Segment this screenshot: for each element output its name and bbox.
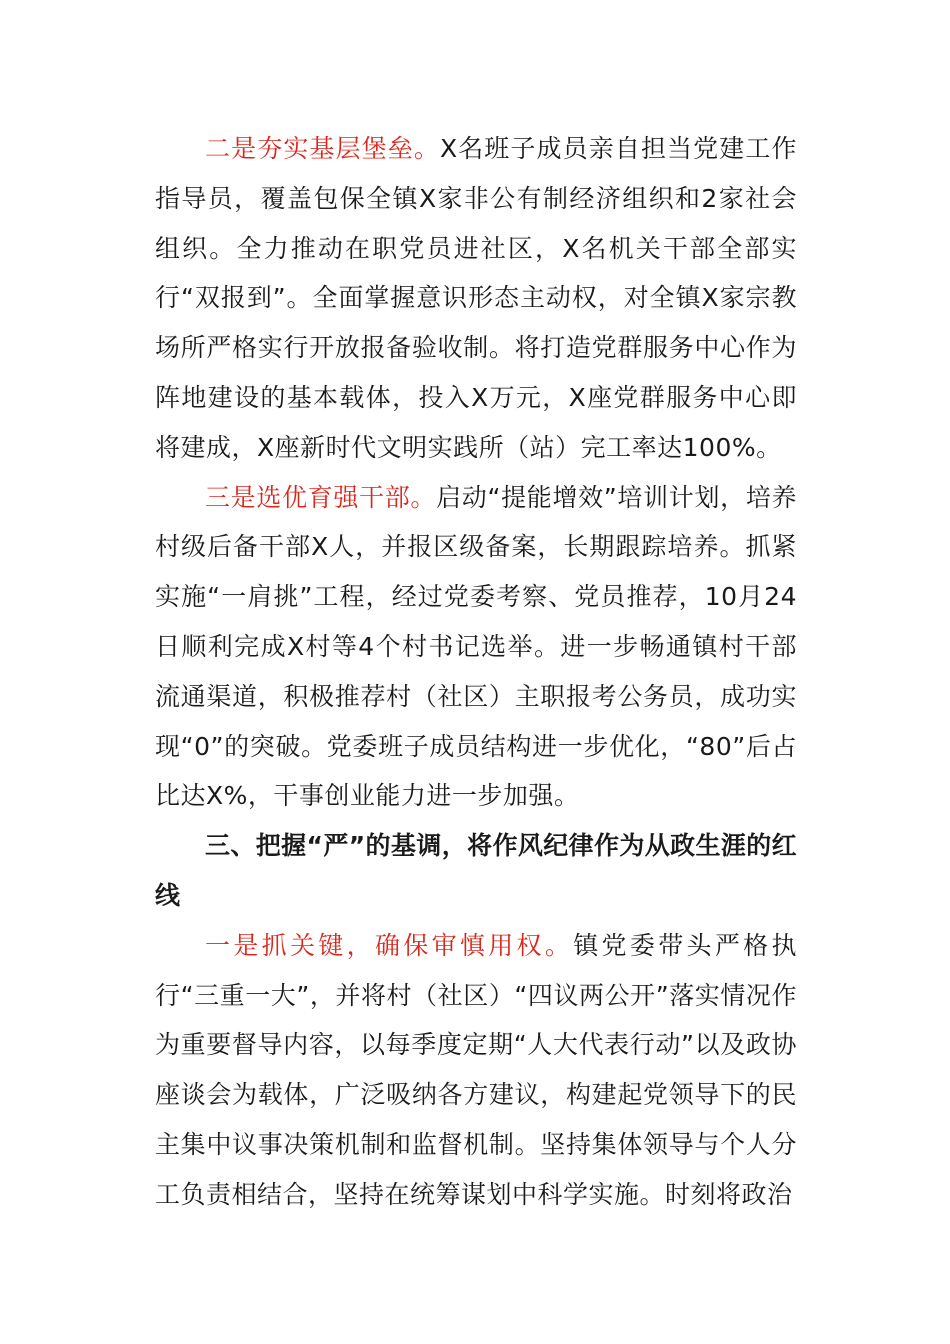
paragraph-lead: 二是夯实基层堡垒。 [205, 134, 440, 163]
paragraph-lead: 三是选优育强干部。 [205, 482, 437, 512]
paragraph-body: 启动“提能增效”培训计划，培养村级后备干部X人，并报区级备案，长期跟踪培养。抓紧实施“一肩挑”工程，经过党委考察、党员推荐，10月24日顺利完成X村等4个村书记选举。进一步畅通镇村干部流通渠道，积极推荐村（社区）主职报考公务员，成功实现“0”的突破。党委班子成员结构进一步优化，“80”后占比达X%，干事创业能力进一步加强。 [155, 482, 797, 811]
paragraph-body: 镇党委带头严格执行“三重一大”，并将村（社区）“四议两公开”落实情况作为重要督导内容，以每季度定期“人大代表行动”以及政协座谈会为载体，广泛吸纳各方建议，构建起党领导下的民主集中议事决策机制和监督机制。坚持集体领导与个人分工负责相结合，坚持在统筹谋划中科学实施。时刻将政治 [155, 930, 797, 1209]
paragraph-prudent-power [155, 921, 797, 1220]
paragraph-cadre-training [155, 473, 797, 822]
paragraph-strengthen-grassroots [155, 124, 797, 473]
paragraph-lead: 一是抓关键，确保审慎用权。 [205, 930, 574, 960]
section-heading: 三、把握“严”的基调，将作风纪律作为从政生涯的红线 [155, 831, 797, 910]
paragraph-body: X名班子成员亲自担当党建工作指导员，覆盖包保全镇X家非公有制经济组织和2家社会组织。全力推动在职党员进社区，X名机关干部全部实行“双报到”。全面掌握意识形态主动权，对全镇X家宗教场所严格实行开放报备验收制。将打造党群服务中心作为阵地建设的基本载体，投入X万元，X座党群服务中心即将建成，X座新时代文明实践所（站）完工率达100%。 [155, 134, 797, 462]
document-page [155, 124, 797, 1220]
